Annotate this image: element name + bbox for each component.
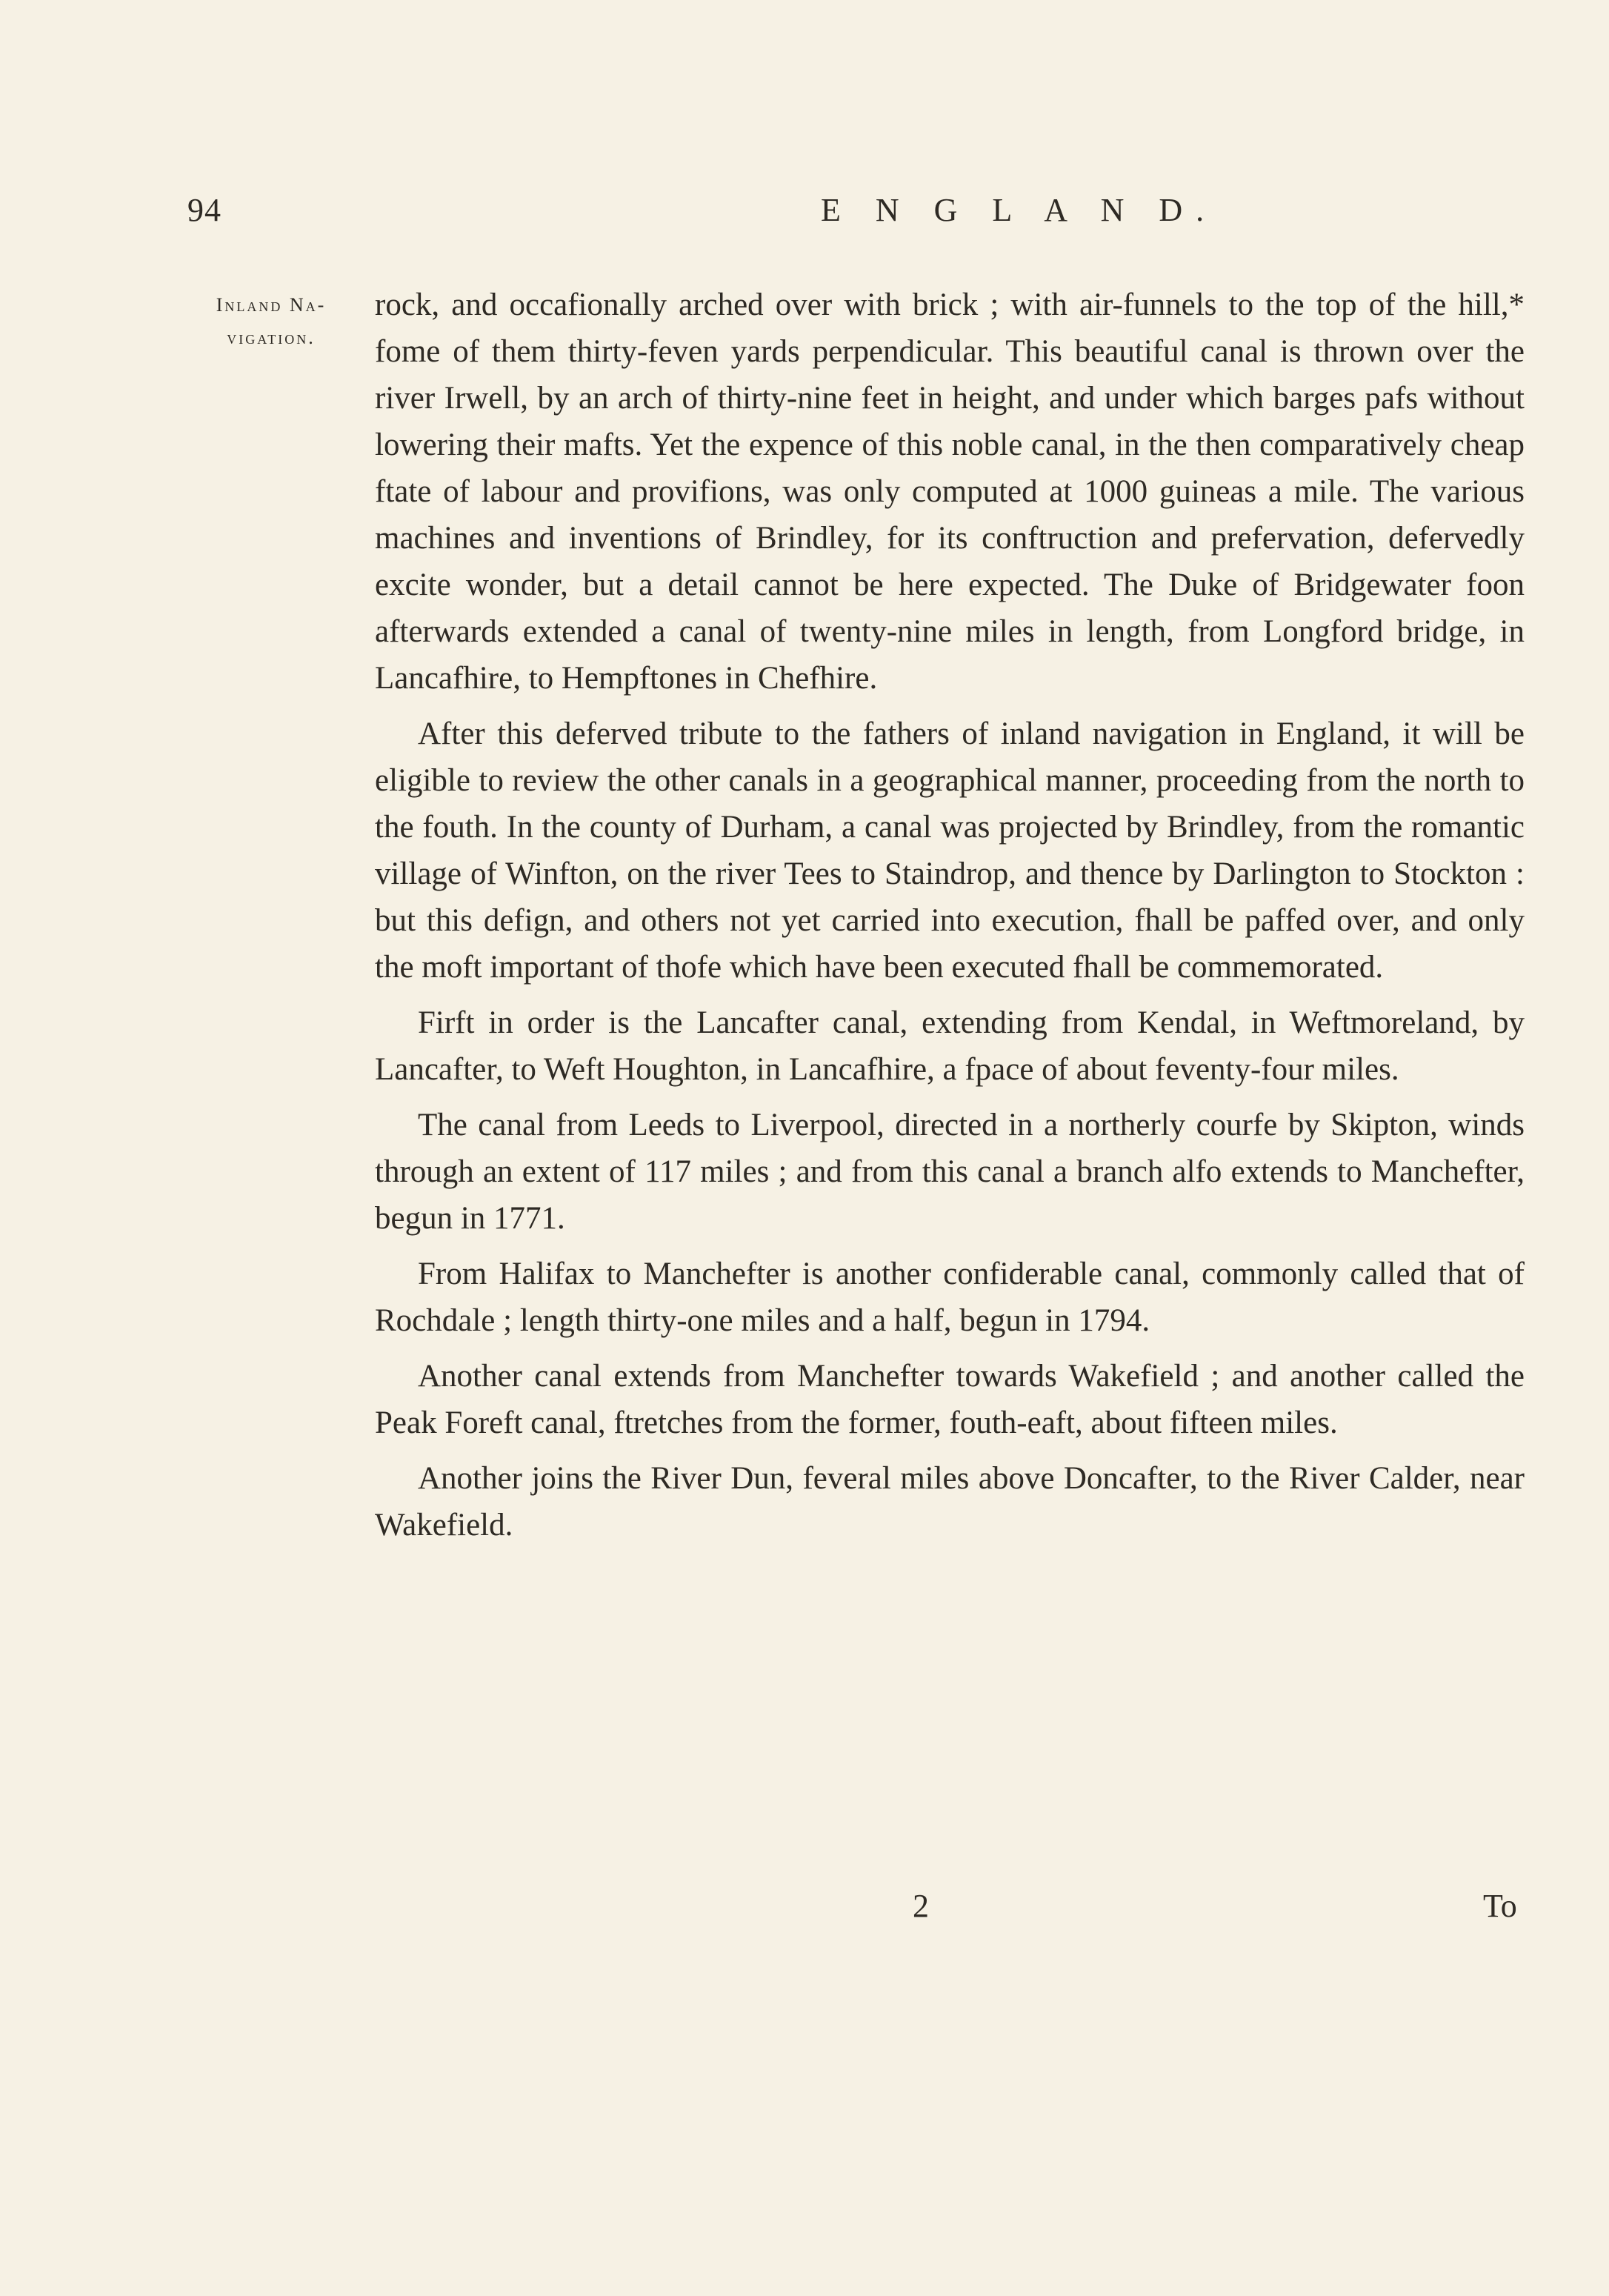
paragraph-4: The canal from Leeds to Liverpool, directed in a northerly courfe by Skipton, winds through an extent of 117 miles ; and from this canal a branch alfo extends to Manchefter, begun in 1771.	[375, 1108, 1525, 1236]
catchword: To	[1483, 1888, 1517, 1924]
page-number: 94	[187, 192, 221, 228]
signature-mark: 2	[913, 1888, 929, 1924]
paragraph-1: rock, and occafionally arched over with brick ; with air-funnels to the top of the hill,* fome of them thirty-feven yards perpendicular. This beautiful canal is thrown over the river Irwell, by an arch of thirty-nine feet in height, and under which barges pafs without lowering their mafts. Yet the expence of this noble canal, in the then comparatively cheap ftate of labour and provifions, was only computed at 1000 guineas a mile. The various machines and inventions of Brindley, for its conftruction and prefervation, defervedly excite wonder, but a detail cannot be here expected. The Duke of Bridgewater foon afterwards extended a canal of twenty-nine miles in length, from Longford bridge, in Lancafhire, to Hempftones in Chefhire.	[375, 287, 1525, 696]
paragraph-7: Another joins the River Dun, feveral miles above Doncafter, to the River Calder, near Wakefield.	[375, 1461, 1525, 1543]
paragraph-3: Firft in order is the Lancafter canal, extending from Kendal, in Weftmoreland, by Lancafter, to Weft Houghton, in Lancafhire, a fpace of about feventy-four miles.	[375, 1005, 1525, 1087]
marginal-note-line-2: vigation.	[227, 327, 316, 348]
running-head	[0, 191, 1609, 243]
paragraph-2: After this deferved tribute to the fathers of inland navigation in England, it will be eligible to review the other canals in a geographical manner, proceeding from the north to the fouth. In the county of Durham, a canal was projected by Brindley, from the romantic village of Winfton, on the river Tees to Staindrop, and thence by Darlington to Stockton : but this defign, and others not yet carried into execution, fhall be paffed over, and only the moft important of thofe which have been executed fhall be commemorated.	[375, 716, 1525, 985]
marginal-note-line-1: Inland Na-	[216, 294, 327, 316]
paragraph-5: From Halifax to Manchefter is another confiderable canal, commonly called that of Rochdale ; length thirty-one miles and a half, begun in 1794.	[375, 1257, 1525, 1338]
paragraph-6: Another canal extends from Manchefter towards Wakefield ; and another called the Peak Foreft canal, ftretches from the former, fouth-eaft, about fifteen miles.	[375, 1359, 1525, 1440]
running-title: E N G L A N D.	[821, 192, 1218, 228]
body-text	[375, 282, 1525, 1557]
marginal-note	[190, 289, 353, 354]
